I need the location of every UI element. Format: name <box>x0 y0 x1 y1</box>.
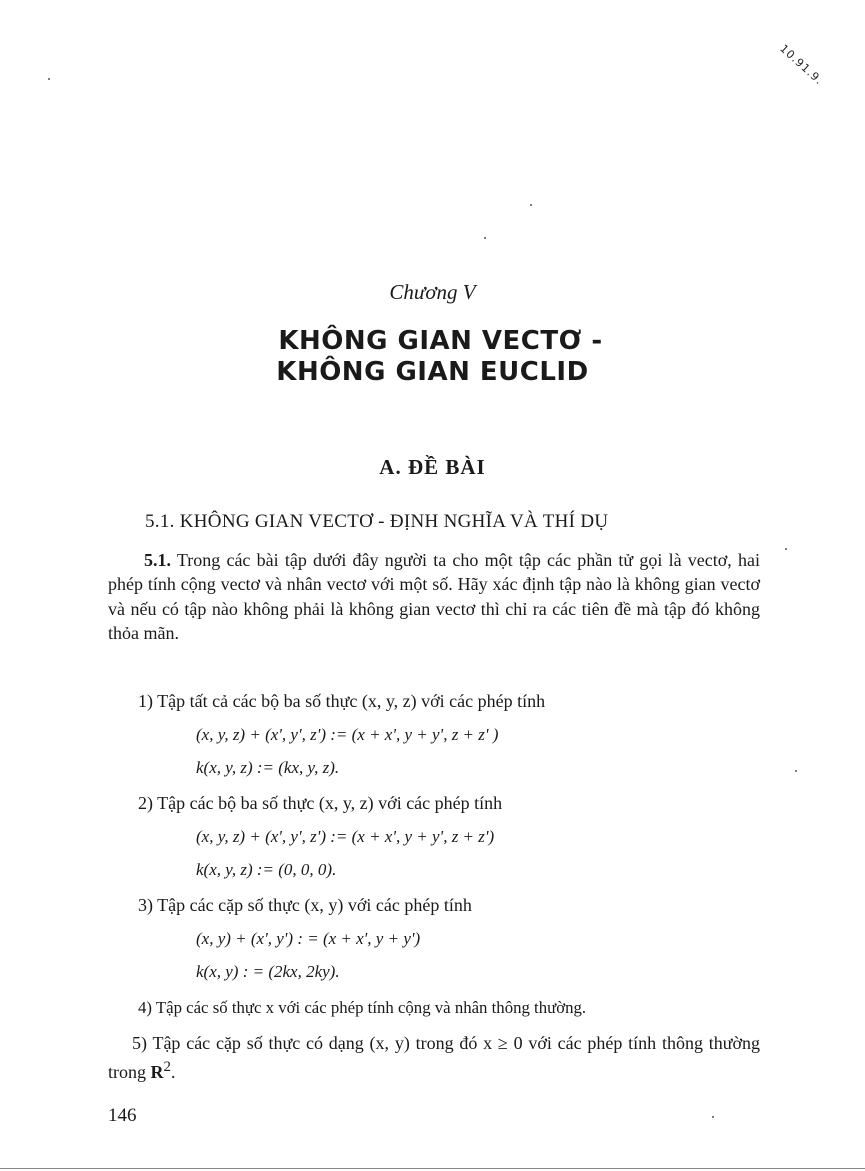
item-5-text: 5) Tập các cặp số thực có dạng (x, y) trong đó x ≥ 0 với các phép tính thông thường trong <box>108 1033 760 1083</box>
scan-speck <box>530 204 532 206</box>
item-3-formula-scalar: k(x, y) : = (2kx, 2ky). <box>196 962 340 981</box>
corner-stamp: 10.91.9. <box>777 42 826 88</box>
item-2: 2) Tập các bộ ba số thực (x, y, z) với các phép tính <box>138 793 503 813</box>
item-4: 4) Tập các số thực x với các phép tính cộng và nhân thông thường. <box>138 998 587 1017</box>
scan-speck <box>484 237 486 239</box>
scan-bottom-edge <box>0 1168 865 1169</box>
real-set-symbol: R <box>150 1062 164 1083</box>
item-5 <box>108 1031 760 1085</box>
item-5-period: . <box>171 1062 176 1083</box>
scan-speck <box>48 78 50 80</box>
scan-speck <box>795 770 797 772</box>
item-3-formula-addition: (x, y) + (x', y') : = (x + x', y + y') <box>196 929 421 948</box>
superscript-two: 2 <box>163 1059 171 1076</box>
item-2-formula-addition: (x, y, z) + (x', y', z') := (x + x', y + y', z + z') <box>196 827 495 846</box>
exercise-intro-text: Trong các bài tập dưới đây người ta cho một tập các phần tử gọi là vectơ, hai phép tính cộng vectơ và nhân vectơ với một số. Hãy xác định tập nào là không gian vectơ và nếu có tập nào không phải là không gian vectơ thì chỉ ra các tiên đề mà tập đó không thỏa mãn. <box>108 550 760 644</box>
page-number: 146 <box>108 1105 137 1126</box>
scan-speck <box>712 1116 714 1118</box>
scan-speck <box>785 548 787 550</box>
chapter-title-line-2: KHÔNG GIAN EUCLID <box>276 357 589 387</box>
section-heading: 5.1. KHÔNG GIAN VECTƠ - ĐỊNH NGHĨA VÀ THÍ DỤ <box>145 511 609 532</box>
part-heading: A. ĐỀ BÀI <box>379 455 486 479</box>
item-2-formula-scalar: k(x, y, z) := (0, 0, 0). <box>196 860 337 879</box>
item-1-formula-scalar: k(x, y, z) := (kx, y, z). <box>196 758 340 777</box>
exercise-intro <box>108 548 760 646</box>
chapter-label: Chương V <box>389 280 476 304</box>
item-3: 3) Tập các cặp số thực (x, y) với các phép tính <box>138 895 472 915</box>
chapter-title-line-1: KHÔNG GIAN VECTƠ - <box>278 326 603 356</box>
exercise-number: 5.1. <box>144 550 171 570</box>
item-1-formula-addition: (x, y, z) + (x', y', z') := (x + x', y + y', z + z' ) <box>196 725 499 744</box>
item-1: 1) Tập tất cả các bộ ba số thực (x, y, z) với các phép tính <box>138 691 546 711</box>
